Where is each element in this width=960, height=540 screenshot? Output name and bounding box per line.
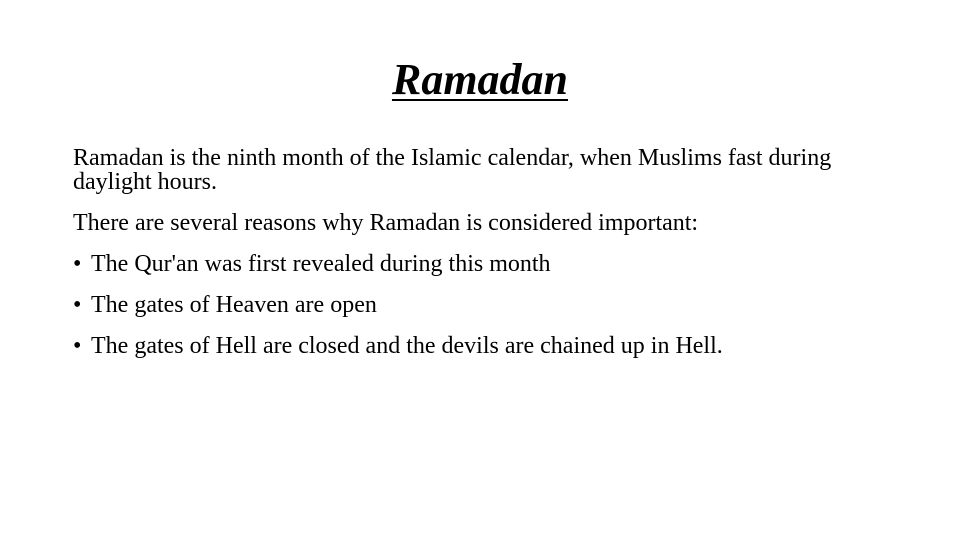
list-item [73,252,893,276]
bullet-marker: • [73,292,82,318]
bullet-marker: • [73,251,82,277]
reasons-list [73,252,893,358]
bullet-marker: • [73,333,82,359]
slide-body [73,146,893,358]
bullet-text: The gates of Heaven are open [91,292,377,318]
bullet-text: The Qur'an was first revealed during this month [91,251,551,277]
bullet-text: The gates of Hell are closed and the devils are chained up in Hell. [91,333,723,359]
list-item [73,293,893,317]
reasons-paragraph: There are several reasons why Ramadan is considered important: [73,210,699,236]
slide-title: Ramadan [391,55,569,104]
intro-paragraph: Ramadan is the ninth month of the Islamic calendar, when Muslims fast during daylight hours. [73,145,832,195]
list-item [73,334,893,358]
